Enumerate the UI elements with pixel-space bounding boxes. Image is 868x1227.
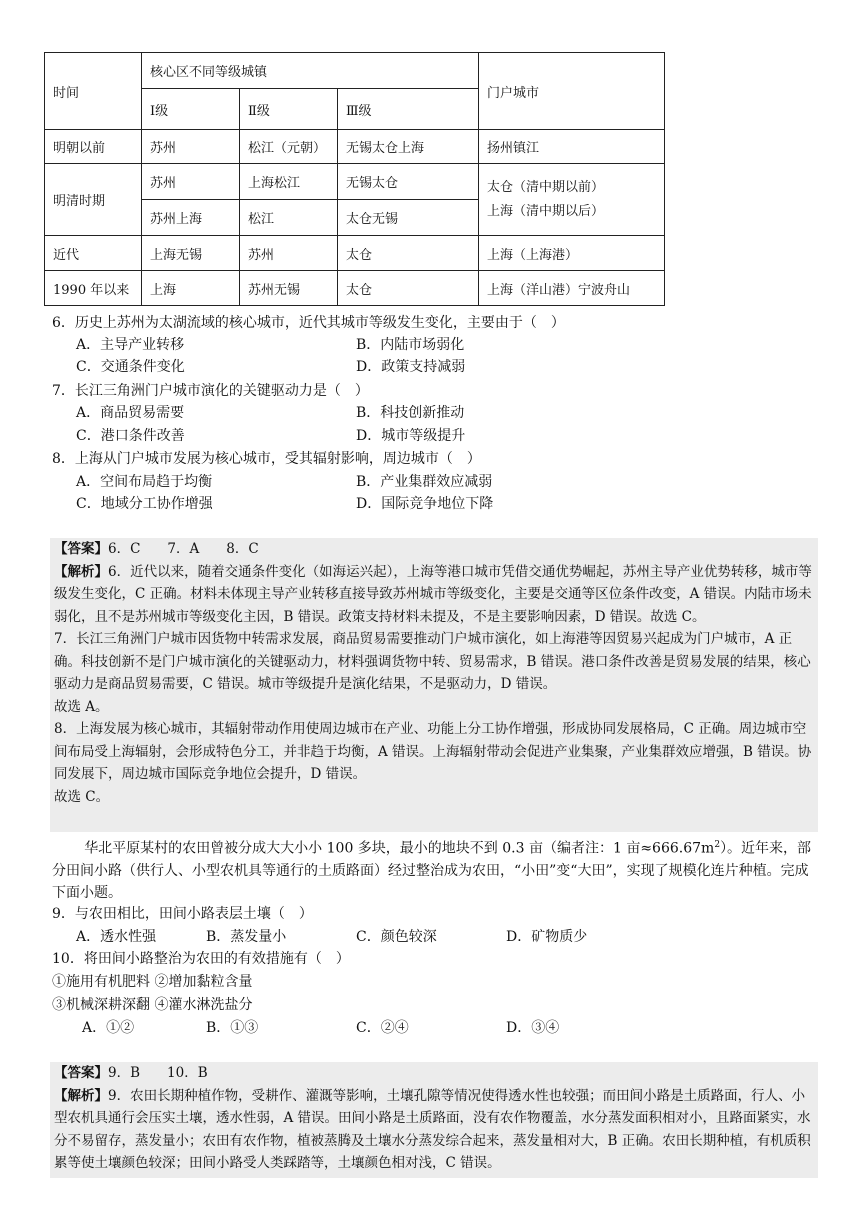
option-7d: D．城市等级提升 [356,428,466,444]
table-cell: 上海 [142,271,240,306]
option-9a: A．透水性强 [76,929,157,945]
table-cell: 上海（上海港） [479,236,665,271]
table-cell: 近代 [45,236,142,271]
option-6b: B．内陆市场弱化 [356,337,465,353]
table-cell: 苏州 [240,236,338,271]
option-9c: C．颜色较深 [356,929,437,945]
analysis-label: 【解析】 [54,1087,108,1104]
gate-line: 太仓（清中期以前） [487,179,605,195]
passage-text-a: 华北平原某村的农田曾被分成大大小小 100 多块，最小的地块不到 0.3 亩（编者注：1 亩≈666.67m [84,840,715,857]
analysis-8: 8．上海发展为核心城市，其辐射带动作用使周边城市在产业、功能上分工协作增强，形成协同发展格局，C 正确。周边城市空间布局受上海辐射，会形成特色分工，并非趋于均衡，A 错误。上海辐射带动会促进产业集聚，产业集群效应增强，B 错误。协同发展下，周边城市国际竞争地位会提升，D 错误。 [54,721,812,782]
option-7a: A．商品贸易需要 [76,405,185,421]
option-10d: D．③④ [506,1020,560,1036]
table-cell [479,164,665,236]
analysis-7-conclusion: 故选 A。 [54,698,109,715]
table-cell: 苏州无锡 [240,271,338,306]
option-8b: B．产业集群效应减弱 [356,474,493,490]
table-cell: 苏州 [142,130,240,164]
option-8a: A．空间布局趋于均衡 [76,474,213,490]
answer-label: 【答案】 [54,1065,108,1081]
option-8c: C．地域分工协作增强 [76,496,213,512]
gate-line: 上海（清中期以后） [487,203,605,219]
analysis-7: 7．长江三角洲门户城市因货物中转需求发展，商品贸易需要推动门户城市演化，如上海港等因贸易兴起成为门户城市，A 正确。科技创新不是门户城市演化的关键驱动力，材料强调货物中转、贸易需求，B 错误。港口条件改善是贸易发展的结果，核心驱动力是商品贸易需要，C 错误。城市等级提升是演化结果，不是驱动力，D 错误。 [54,631,811,692]
option-7c: C．港口条件改善 [76,428,185,444]
option-10a: A．①② [82,1020,135,1036]
table-cell: 上海无锡 [142,236,240,271]
question-8-stem: 8．上海从门户城市发展为核心城市，受其辐射影响，周边城市（ ） [52,451,481,467]
table-cell: 太仓 [338,271,479,306]
analysis-label: 【解析】 [54,563,108,580]
answer-block-2 [50,1062,818,1178]
option-9b: B．蒸发量小 [206,929,287,945]
table-row [45,130,665,164]
table-cell: 明清时期 [45,164,142,236]
header-core: 核心区不同等级城镇 [142,53,479,89]
question-10-line1: ①施用有机肥料 ②增加黏粒含量 [52,974,253,990]
question-10-stem: 10．将田间小路整治为农田的有效措施有（ ） [52,951,350,967]
table-cell: 上海松江 [240,164,338,200]
table-row [45,271,665,306]
option-9d: D．矿物质少 [506,929,588,945]
table-cell: 苏州上海 [142,200,240,236]
table-row [45,236,665,271]
answer-label: 【答案】 [54,541,108,557]
city-hierarchy-table [44,52,665,306]
table-cell: 无锡太仓 [338,164,479,200]
option-7b: B．科技创新推动 [356,405,465,421]
table-cell: 太仓 [338,236,479,271]
header-time: 时间 [45,53,142,130]
option-10c: C．②④ [356,1020,409,1036]
answer-text: 6．C 7．A 8．C [108,541,259,557]
table-cell: 1990 年以来 [45,271,142,306]
table-cell: 松江 [240,200,338,236]
answer-block-1 [50,538,818,832]
table-cell: 明朝以前 [45,130,142,164]
passage-text-b: ）。近年来，部分田间小路（供行人、小型农机具等通行的土质路面）经过整治成为农田，“小田”变“大田”，实现了规模化连片种植。完成下面小题。 [52,840,812,901]
table-cell: 无锡太仓上海 [338,130,479,164]
header-level1: Ⅰ级 [142,89,240,130]
reading-passage [52,834,816,904]
table-cell: 上海（洋山港）宁波舟山 [479,271,665,306]
table-cell: 苏州 [142,164,240,200]
question-9-stem: 9．与农田相比，田间小路表层土壤（ ） [52,906,313,922]
option-8d: D．国际竞争地位下降 [356,496,494,512]
analysis-8-conclusion: 故选 C。 [54,788,110,805]
table-cell: 扬州镇江 [479,130,665,164]
header-level3: Ⅲ级 [338,89,479,130]
table-cell: 松江（元朝） [240,130,338,164]
analysis-6: 6．近代以来，随着交通条件变化（如海运兴起），上海等港口城市凭借交通优势崛起，苏州主导产业优势转移，城市等级发生变化，C 正确。材料未体现主导产业转移直接导致苏州城市等级变化，主要是交通等区位条件改变，A 错误。内陆市场未弱化，且不是苏州城市等级变化主因，B 错误。政策支持材料未提及，不是主要影响因素，D 错误。故选 C。 [54,563,812,625]
analysis-9: 9．农田长期种植作物，受耕作、灌溉等影响，土壤孔隙等情况使得透水性也较强；而田间小路是土质路面，行人、小型农机具通行会压实土壤，透水性弱，A 错误。田间小路是土质路面，没有农作物覆盖，水分蒸发面积相对小，且路面紧实，水分不易留存，蒸发量小；农田有农作物，植被蒸腾及土壤水分蒸发综合起来，蒸发量相对大，B 正确。农田长期种植，有机质积累等使土壤颜色较深；田间小路受人类踩踏等，土壤颜色相对浅，C 错误。 [54,1087,811,1171]
option-10b: B．①③ [206,1020,259,1036]
question-10-line2: ③机械深耕深翻 ④灌水淋洗盐分 [52,997,253,1013]
option-6d: D．政策支持减弱 [356,359,466,375]
question-6-stem: 6．历史上苏州为太湖流域的核心城市，近代其城市等级发生变化，主要由于（ ） [52,315,565,331]
option-6a: A．主导产业转移 [76,337,185,353]
table-row [45,164,665,200]
answer-text: 9．B 10．B [108,1065,208,1081]
table-cell: 太仓无锡 [338,200,479,236]
header-level2: Ⅱ级 [240,89,338,130]
question-7-stem: 7．长江三角洲门户城市演化的关键驱动力是（ ） [52,383,369,399]
option-6c: C．交通条件变化 [76,359,185,375]
header-gate: 门户城市 [479,53,665,130]
passage-superscript: 2 [714,840,721,850]
